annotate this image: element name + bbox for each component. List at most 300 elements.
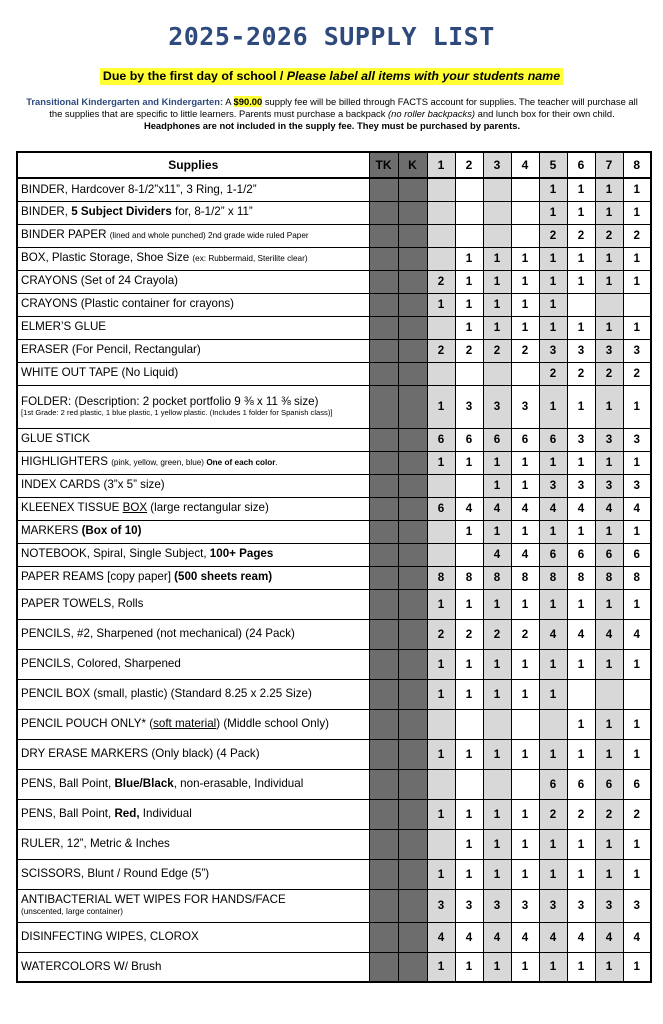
qty-grade-4: 1 [511, 293, 539, 316]
supply-item-text: SCISSORS, Blunt / Round Edge (5”) [21, 866, 210, 880]
shaded-cell-k [398, 362, 427, 385]
supply-item-text: ) (Middle school Only) [216, 716, 329, 730]
qty-grade-3: 1 [483, 799, 511, 829]
qty-grade-8: 1 [623, 178, 651, 201]
header-supplies: Supplies [17, 152, 369, 178]
supply-item-text: RULER, 12”, Metric & Inches [21, 836, 170, 850]
supply-item-text: WATERCOLORS W/ Brush [21, 959, 162, 973]
qty-grade-3: 8 [483, 566, 511, 589]
qty-grade-6: 1 [567, 201, 595, 224]
supply-item-text: FOLDER: (Description: 2 pocket portfolio 9 ⅜ x 11 ⅜ size) [21, 394, 319, 408]
qty-grade-5: 1 [539, 829, 567, 859]
supply-item-text: BINDER PAPER [21, 227, 110, 241]
qty-grade-4: 1 [511, 829, 539, 859]
qty-grade-7: 1 [595, 739, 623, 769]
qty-grade-6: 1 [567, 270, 595, 293]
qty-grade-4: 3 [511, 385, 539, 428]
qty-grade-2: 1 [455, 649, 483, 679]
qty-grade-7: 3 [595, 428, 623, 451]
qty-grade-3: 4 [483, 922, 511, 952]
table-row [17, 952, 651, 982]
qty-grade-7: 6 [595, 769, 623, 799]
shaded-cell-tk [369, 316, 398, 339]
qty-grade-4: 1 [511, 316, 539, 339]
qty-grade-5: 1 [539, 178, 567, 201]
qty-grade-5: 2 [539, 799, 567, 829]
qty-grade-6: 1 [567, 709, 595, 739]
qty-grade-2: 1 [455, 952, 483, 982]
supply-item-name [17, 566, 369, 589]
qty-grade-2 [455, 769, 483, 799]
qty-grade-4: 1 [511, 520, 539, 543]
shaded-cell-tk [369, 224, 398, 247]
supply-rows [17, 178, 651, 982]
qty-grade-7: 1 [595, 520, 623, 543]
table-row [17, 201, 651, 224]
qty-grade-7: 3 [595, 889, 623, 922]
supply-item-name [17, 362, 369, 385]
shaded-cell-k [398, 649, 427, 679]
qty-grade-5: 1 [539, 520, 567, 543]
qty-grade-8: 4 [623, 922, 651, 952]
supply-item-text: ANTIBACTERIAL WET WIPES FOR HANDS/FACE [21, 893, 286, 907]
qty-grade-2: 4 [455, 922, 483, 952]
qty-grade-5: 6 [539, 769, 567, 799]
qty-grade-8: 1 [623, 649, 651, 679]
qty-grade-8: 3 [623, 474, 651, 497]
qty-grade-4: 1 [511, 679, 539, 709]
qty-grade-6: 3 [567, 339, 595, 362]
qty-grade-1: 8 [427, 566, 455, 589]
qty-grade-1 [427, 362, 455, 385]
supply-item-name [17, 679, 369, 709]
supply-item-name [17, 589, 369, 619]
qty-grade-3: 1 [483, 739, 511, 769]
shaded-cell-tk [369, 339, 398, 362]
qty-grade-7: 1 [595, 451, 623, 474]
qty-grade-5: 3 [539, 339, 567, 362]
supply-item-text: , non-erasable, Individual [173, 776, 304, 790]
qty-grade-2 [455, 543, 483, 566]
qty-grade-2: 2 [455, 619, 483, 649]
qty-grade-7: 2 [595, 799, 623, 829]
supply-item-name [17, 339, 369, 362]
qty-grade-3: 1 [483, 859, 511, 889]
supply-item-text: Blue/Black [114, 776, 174, 790]
supply-item-text: DISINFECTING WIPES, CLOROX [21, 929, 199, 943]
qty-grade-2: 3 [455, 889, 483, 922]
qty-grade-7: 1 [595, 201, 623, 224]
qty-grade-4: 1 [511, 451, 539, 474]
qty-grade-5: 2 [539, 362, 567, 385]
qty-grade-8: 2 [623, 799, 651, 829]
qty-grade-2: 1 [455, 270, 483, 293]
qty-grade-6: 2 [567, 799, 595, 829]
qty-grade-4: 1 [511, 859, 539, 889]
qty-grade-8: 1 [623, 247, 651, 270]
qty-grade-2: 4 [455, 497, 483, 520]
shaded-cell-k [398, 619, 427, 649]
qty-grade-2: 1 [455, 293, 483, 316]
supply-item-text: NOTEBOOK, Spiral, Single Subject, [21, 547, 210, 561]
qty-grade-7: 1 [595, 247, 623, 270]
qty-grade-7 [595, 679, 623, 709]
qty-grade-7: 4 [595, 922, 623, 952]
shaded-cell-k [398, 293, 427, 316]
qty-grade-7: 2 [595, 362, 623, 385]
qty-grade-2: 1 [455, 451, 483, 474]
qty-grade-1: 6 [427, 428, 455, 451]
qty-grade-5: 8 [539, 566, 567, 589]
qty-grade-5: 3 [539, 889, 567, 922]
qty-grade-4: 1 [511, 649, 539, 679]
table-row [17, 428, 651, 451]
table-row [17, 270, 651, 293]
qty-grade-5: 1 [539, 679, 567, 709]
qty-grade-4 [511, 178, 539, 201]
header-grade-3: 3 [483, 152, 511, 178]
table-row [17, 451, 651, 474]
qty-grade-7: 3 [595, 339, 623, 362]
shaded-cell-tk [369, 739, 398, 769]
table-row [17, 520, 651, 543]
supply-item-name [17, 543, 369, 566]
qty-grade-3 [483, 709, 511, 739]
qty-grade-7 [595, 293, 623, 316]
supply-item-text: One of each color [206, 457, 276, 467]
qty-grade-5: 4 [539, 497, 567, 520]
supply-item-text: CRAYONS (Plastic container for crayons) [21, 297, 235, 311]
qty-grade-6: 1 [567, 247, 595, 270]
shaded-cell-k [398, 270, 427, 293]
shaded-cell-k [398, 428, 427, 451]
intro-label: Transitional Kindergarten and Kindergarten: [26, 96, 224, 107]
supply-item-text: BOX [122, 501, 148, 515]
qty-grade-2 [455, 474, 483, 497]
qty-grade-3: 1 [483, 293, 511, 316]
qty-grade-1 [427, 224, 455, 247]
qty-grade-3: 2 [483, 619, 511, 649]
qty-grade-7: 1 [595, 859, 623, 889]
qty-grade-6: 3 [567, 474, 595, 497]
qty-grade-1 [427, 201, 455, 224]
supply-item-text: soft material [153, 716, 217, 730]
qty-grade-2 [455, 224, 483, 247]
supply-item-text: (Box of 10) [81, 524, 142, 538]
qty-grade-6: 1 [567, 385, 595, 428]
qty-grade-4: 1 [511, 739, 539, 769]
qty-grade-2 [455, 178, 483, 201]
shaded-cell-tk [369, 922, 398, 952]
supply-item-name [17, 619, 369, 649]
table-row [17, 679, 651, 709]
qty-grade-2: 1 [455, 589, 483, 619]
supply-item-name [17, 889, 369, 922]
qty-grade-1: 1 [427, 952, 455, 982]
shaded-cell-k [398, 178, 427, 201]
qty-grade-5: 2 [539, 224, 567, 247]
label-instruction: Please label all items with your students name [286, 69, 561, 83]
supply-item-text: 5 Subject Dividers [71, 205, 172, 219]
due-text: Due by the first day of school / [102, 69, 287, 83]
qty-grade-2: 1 [455, 520, 483, 543]
qty-grade-8: 1 [623, 739, 651, 769]
qty-grade-3: 2 [483, 339, 511, 362]
shaded-cell-tk [369, 362, 398, 385]
supply-item-name [17, 474, 369, 497]
qty-grade-4: 1 [511, 799, 539, 829]
qty-grade-1 [427, 769, 455, 799]
qty-grade-6 [567, 293, 595, 316]
shaded-cell-k [398, 566, 427, 589]
shaded-cell-tk [369, 270, 398, 293]
qty-grade-1 [427, 316, 455, 339]
qty-grade-1: 1 [427, 799, 455, 829]
qty-grade-2: 1 [455, 316, 483, 339]
qty-grade-7: 1 [595, 649, 623, 679]
qty-grade-5: 1 [539, 201, 567, 224]
supply-item-text: PENS, Ball Point, [21, 776, 115, 790]
supply-table [16, 151, 652, 983]
supply-item-text: CRAYONS (Set of 24 Crayola) [21, 274, 178, 288]
qty-grade-8: 6 [623, 769, 651, 799]
supply-item-text: (ex: Rubbermaid, Sterilite clear) [192, 253, 308, 263]
qty-grade-5: 1 [539, 293, 567, 316]
qty-grade-2 [455, 201, 483, 224]
qty-grade-4 [511, 201, 539, 224]
qty-grade-7: 6 [595, 543, 623, 566]
qty-grade-3 [483, 769, 511, 799]
qty-grade-7: 3 [595, 474, 623, 497]
qty-grade-4: 8 [511, 566, 539, 589]
qty-grade-4 [511, 362, 539, 385]
table-row [17, 362, 651, 385]
qty-grade-8 [623, 293, 651, 316]
table-row [17, 769, 651, 799]
shaded-cell-k [398, 829, 427, 859]
intro-backpack-note: (no roller backpacks) [388, 108, 476, 120]
qty-grade-5: 1 [539, 739, 567, 769]
qty-grade-7: 1 [595, 589, 623, 619]
shaded-cell-k [398, 474, 427, 497]
qty-grade-5: 6 [539, 428, 567, 451]
intro-paragraph [22, 96, 642, 133]
supply-item-text: PENCILS, #2, Sharpened (not mechanical) (24 Pack) [21, 626, 295, 640]
qty-grade-8: 4 [623, 497, 651, 520]
shaded-cell-k [398, 201, 427, 224]
qty-grade-4: 2 [511, 619, 539, 649]
qty-grade-6: 1 [567, 316, 595, 339]
qty-grade-2: 1 [455, 829, 483, 859]
header-row [17, 152, 651, 178]
qty-grade-1 [427, 543, 455, 566]
supply-item-name [17, 799, 369, 829]
shaded-cell-tk [369, 497, 398, 520]
qty-grade-7: 1 [595, 829, 623, 859]
qty-grade-6: 4 [567, 619, 595, 649]
table-row [17, 566, 651, 589]
qty-grade-6: 3 [567, 889, 595, 922]
qty-grade-4: 1 [511, 589, 539, 619]
intro-text-2: supply fee will be billed through FACTS account for supplies. The teacher will purchase all the supplies that are specific to little learners. Parents must purchase a backpack [49, 96, 638, 120]
shaded-cell-k [398, 679, 427, 709]
qty-grade-1: 6 [427, 497, 455, 520]
shaded-cell-tk [369, 709, 398, 739]
qty-grade-1: 2 [427, 339, 455, 362]
qty-grade-8: 1 [623, 589, 651, 619]
qty-grade-8: 2 [623, 224, 651, 247]
qty-grade-7: 1 [595, 709, 623, 739]
qty-grade-2: 1 [455, 859, 483, 889]
due-highlight [100, 68, 563, 85]
supply-item-text: BINDER, Hardcover 8-1/2”x11”, 3 Ring, 1-1/2” [21, 182, 257, 196]
qty-grade-8: 1 [623, 270, 651, 293]
shaded-cell-k [398, 952, 427, 982]
qty-grade-8: 4 [623, 619, 651, 649]
qty-grade-1 [427, 178, 455, 201]
qty-grade-4: 1 [511, 247, 539, 270]
shaded-cell-k [398, 589, 427, 619]
qty-grade-6: 1 [567, 589, 595, 619]
qty-grade-2 [455, 709, 483, 739]
shaded-cell-k [398, 451, 427, 474]
shaded-cell-tk [369, 247, 398, 270]
header-tk: TK [369, 152, 398, 178]
qty-grade-6: 6 [567, 769, 595, 799]
supply-item-name [17, 201, 369, 224]
supply-item-text: ERASER (For Pencil, Rectangular) [21, 343, 201, 357]
shaded-cell-tk [369, 385, 398, 428]
qty-grade-8: 1 [623, 520, 651, 543]
qty-grade-5: 1 [539, 316, 567, 339]
qty-grade-8: 2 [623, 362, 651, 385]
shaded-cell-tk [369, 201, 398, 224]
supply-item-text: (500 sheets ream) [174, 570, 273, 584]
qty-grade-3: 1 [483, 247, 511, 270]
qty-grade-8: 6 [623, 543, 651, 566]
qty-grade-8: 1 [623, 709, 651, 739]
shaded-cell-tk [369, 520, 398, 543]
shaded-cell-tk [369, 474, 398, 497]
shaded-cell-tk [369, 679, 398, 709]
table-row [17, 889, 651, 922]
qty-grade-6: 2 [567, 224, 595, 247]
qty-grade-4: 1 [511, 270, 539, 293]
qty-grade-8: 3 [623, 428, 651, 451]
shaded-cell-k [398, 247, 427, 270]
qty-grade-5: 1 [539, 649, 567, 679]
qty-grade-6: 1 [567, 859, 595, 889]
qty-grade-5: 1 [539, 859, 567, 889]
qty-grade-7: 2 [595, 224, 623, 247]
qty-grade-1: 3 [427, 889, 455, 922]
supply-item-text: HIGHLIGHTERS [21, 454, 112, 468]
qty-grade-8: 1 [623, 859, 651, 889]
qty-grade-7: 1 [595, 270, 623, 293]
supply-item-name [17, 316, 369, 339]
header-k: K [398, 152, 427, 178]
headphones-note: Headphones are not included in the supply fee. They must be purchased by parents. [143, 120, 521, 132]
qty-grade-4: 6 [511, 428, 539, 451]
supply-item-text: ELMER’S GLUE [21, 320, 107, 334]
qty-grade-5: 1 [539, 451, 567, 474]
qty-grade-3: 1 [483, 270, 511, 293]
qty-grade-2: 1 [455, 247, 483, 270]
qty-grade-3: 1 [483, 520, 511, 543]
header-grade-5: 5 [539, 152, 567, 178]
supply-item-text: (large rectangular size) [147, 501, 269, 515]
supply-item-text: (lined and whole punched) 2nd grade wide ruled Paper [109, 230, 309, 240]
qty-grade-4: 4 [511, 543, 539, 566]
qty-grade-4 [511, 769, 539, 799]
supply-item-text: [1st Grade: 2 red plastic, 1 blue plastic, 1 yellow plastic. (Includes 1 folder for Spanish class)] [21, 408, 333, 418]
supply-item-text: DRY ERASE MARKERS (Only black) (4 Pack) [21, 746, 260, 760]
header-grade-7: 7 [595, 152, 623, 178]
table-row [17, 385, 651, 428]
qty-grade-5: 4 [539, 922, 567, 952]
shaded-cell-tk [369, 428, 398, 451]
supply-item-name [17, 385, 369, 428]
qty-grade-1: 1 [427, 679, 455, 709]
qty-grade-4: 4 [511, 497, 539, 520]
qty-grade-8: 3 [623, 339, 651, 362]
qty-grade-4: 4 [511, 922, 539, 952]
table-row [17, 224, 651, 247]
table-row [17, 316, 651, 339]
header-grade-4: 4 [511, 152, 539, 178]
qty-grade-1 [427, 474, 455, 497]
supply-item-text: Red, [114, 806, 140, 820]
qty-grade-5: 1 [539, 589, 567, 619]
table-row [17, 293, 651, 316]
qty-grade-1: 4 [427, 922, 455, 952]
shaded-cell-k [398, 520, 427, 543]
qty-grade-8 [623, 679, 651, 709]
supply-item-name [17, 829, 369, 859]
qty-grade-6: 8 [567, 566, 595, 589]
qty-grade-8: 1 [623, 451, 651, 474]
qty-grade-4: 1 [511, 952, 539, 982]
qty-grade-5: 6 [539, 543, 567, 566]
supply-item-name [17, 739, 369, 769]
supply-item-text: INDEX CARDS (3”x 5” size) [21, 478, 165, 492]
table-row [17, 859, 651, 889]
supply-item-name [17, 293, 369, 316]
header-grade-8: 8 [623, 152, 651, 178]
table-row [17, 709, 651, 739]
supply-item-text: PENCIL POUCH ONLY* ( [21, 716, 154, 730]
qty-grade-7: 1 [595, 316, 623, 339]
qty-grade-1: 1 [427, 649, 455, 679]
qty-grade-5: 3 [539, 474, 567, 497]
qty-grade-1: 1 [427, 293, 455, 316]
qty-grade-6: 1 [567, 520, 595, 543]
supply-fee: $90.00 [233, 96, 263, 107]
qty-grade-6: 2 [567, 362, 595, 385]
supply-item-name [17, 224, 369, 247]
shaded-cell-k [398, 739, 427, 769]
shaded-cell-tk [369, 952, 398, 982]
supply-item-name [17, 428, 369, 451]
supply-item-text: KLEENEX TISSUE [21, 501, 123, 515]
qty-grade-8: 1 [623, 201, 651, 224]
shaded-cell-tk [369, 649, 398, 679]
qty-grade-1: 2 [427, 270, 455, 293]
supply-item-name [17, 178, 369, 201]
qty-grade-5: 1 [539, 385, 567, 428]
qty-grade-3 [483, 362, 511, 385]
qty-grade-8: 1 [623, 385, 651, 428]
